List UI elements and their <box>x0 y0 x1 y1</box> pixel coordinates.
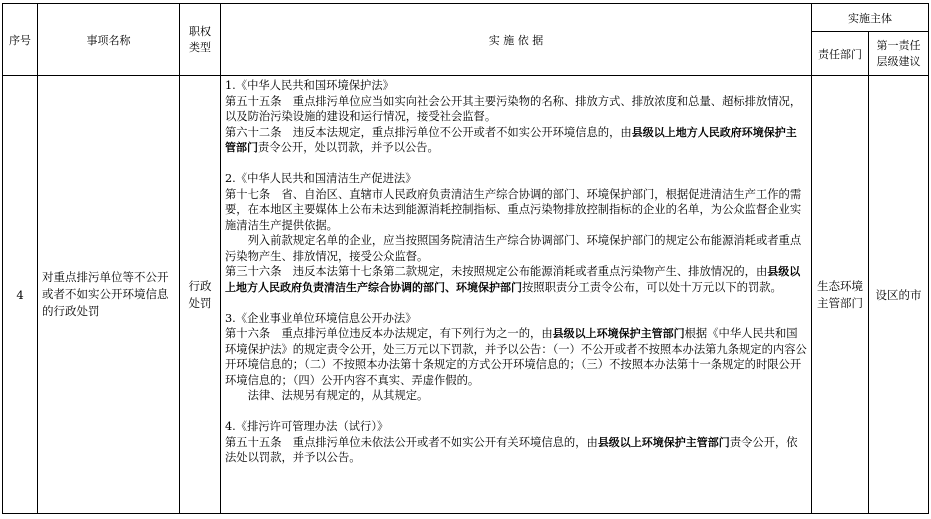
law-block <box>225 311 807 404</box>
row-first-level: 设区的市 <box>869 76 929 514</box>
row-resp-dept-line1: 生态环境 <box>817 278 863 293</box>
article-text: 第十六条 重点排污单位违反本办法规定，有下列行为之一的，由 <box>225 327 553 340</box>
header-basis: 实 施 依 据 <box>221 4 812 76</box>
law-spacer <box>225 156 807 172</box>
row-item-name: 对重点排污单位等不公开或者不如实公开环境信息的行政处罚 <box>38 76 180 514</box>
law-article <box>225 187 807 234</box>
header-subject: 实施主体 <box>812 4 929 32</box>
row-power-type <box>180 76 221 514</box>
header-resp-dept: 责任部门 <box>812 32 869 76</box>
law-title: 2.《中华人民共和国清洁生产促进法》 <box>225 172 417 185</box>
header-first-level-line1: 第一责任 <box>876 38 921 52</box>
authority-emphasis: 县级以上环境保护主管部门 <box>552 327 685 340</box>
law-spacer <box>225 295 807 311</box>
header-power-type-line2: 类型 <box>189 40 211 54</box>
authority-emphasis: 县级以上环境保护主管部门 <box>597 435 730 449</box>
authority-emphasis: 县级以上地方人民政府环境保护主管部门 <box>225 125 797 154</box>
header-first-level-line2: 层级建议 <box>876 54 921 68</box>
article-text: 第五十五条 重点排污单位未依法公开或者不如实公开有关环境信息的，由 <box>225 435 598 449</box>
article-text: 根据《中华人民共和国环境保护法》的规定责令公开，处三万元以下罚款，并予以公告：（一）不公开或者不按照本办法第九条规定的内容公开环境信息的；（二）不按照本办法第十条规定的方式公开环境信息的；（三）不按照本办法第十一条规定的时限公开环境信息的；（四）公开内容不真实、弄虚作假的。 <box>225 327 807 387</box>
law-article <box>225 388 807 404</box>
header-power-type-line1: 职权 <box>189 24 211 38</box>
row-seq: 4 <box>3 76 38 514</box>
article-text: 第五十五条 重点排污单位应当如实向社会公开其主要污染物的名称、排放方式、排放浓度和总量、超标排放情况，以及防治污染设施的建设和运行情况，接受社会监督。 <box>225 94 802 123</box>
article-text: 列入前款规定名单的企业，应当按照国务院清洁生产综合协调部门、环境保护部门的规定公布能源消耗或者重点污染物产生、排放情况，接受公众监督。 <box>225 234 802 263</box>
row-resp-dept <box>812 76 869 514</box>
law-block <box>225 171 807 295</box>
authority-emphasis: 县级以上地方人民政府负责清洁生产综合协调的部门、环境保护部门 <box>225 265 801 294</box>
law-title: 1.《中华人民共和国环境保护法》 <box>225 79 394 92</box>
law-title: 3.《企业事业单位环境信息公开办法》 <box>225 311 417 325</box>
header-power-type <box>180 4 221 76</box>
law-block <box>225 78 807 156</box>
law-spacer <box>225 404 807 420</box>
article-text: 第三十六条 违反本法第十七条第二款规定，未按照规定公布能源消耗或者重点污染物产生、排放情况的，由 <box>225 265 768 278</box>
header-item-name: 事项名称 <box>38 4 180 76</box>
header-seq: 序号 <box>3 4 38 76</box>
article-text: 责令公开，依法处以罚款，并予以公告。 <box>225 435 798 464</box>
article-text: 第十七条 省、自治区、直辖市人民政府负责清洁生产综合协调的部门、环境保护部门，根据促进清洁生产工作的需要，在本地区主要媒体上公布未达到能源消耗控制指标、重点污染物排放控制指标的企业的名单，为公众监督企业实施清洁生产提供依据。 <box>225 187 802 232</box>
row-power-type-line1: 行政 <box>188 278 212 293</box>
article-text: 第六十二条 违反本法规定，重点排污单位不公开或者不如实公开环境信息的，由 <box>225 125 632 139</box>
row-resp-dept-line2: 主管部门 <box>817 295 863 310</box>
law-article <box>225 326 807 388</box>
law-article <box>225 233 807 264</box>
enforcement-table <box>2 3 929 514</box>
law-block <box>225 419 807 466</box>
law-title: 4.《排污许可管理办法（试行）》 <box>225 420 389 433</box>
law-article <box>225 94 807 125</box>
law-article <box>225 125 807 156</box>
article-text: 法律、法规另有规定的，从其规定。 <box>247 389 429 402</box>
header-row-1 <box>3 4 929 32</box>
table-row <box>3 76 929 514</box>
header-first-level <box>869 32 929 76</box>
law-article <box>225 435 807 466</box>
article-text: 按照职责分工责令公布，可以处十万元以下的罚款。 <box>522 280 782 294</box>
law-article <box>225 264 807 295</box>
row-power-type-line2: 处罚 <box>188 295 212 310</box>
article-text: 责令公开，处以罚款，并予以公告。 <box>258 141 439 154</box>
row-basis <box>221 76 812 514</box>
